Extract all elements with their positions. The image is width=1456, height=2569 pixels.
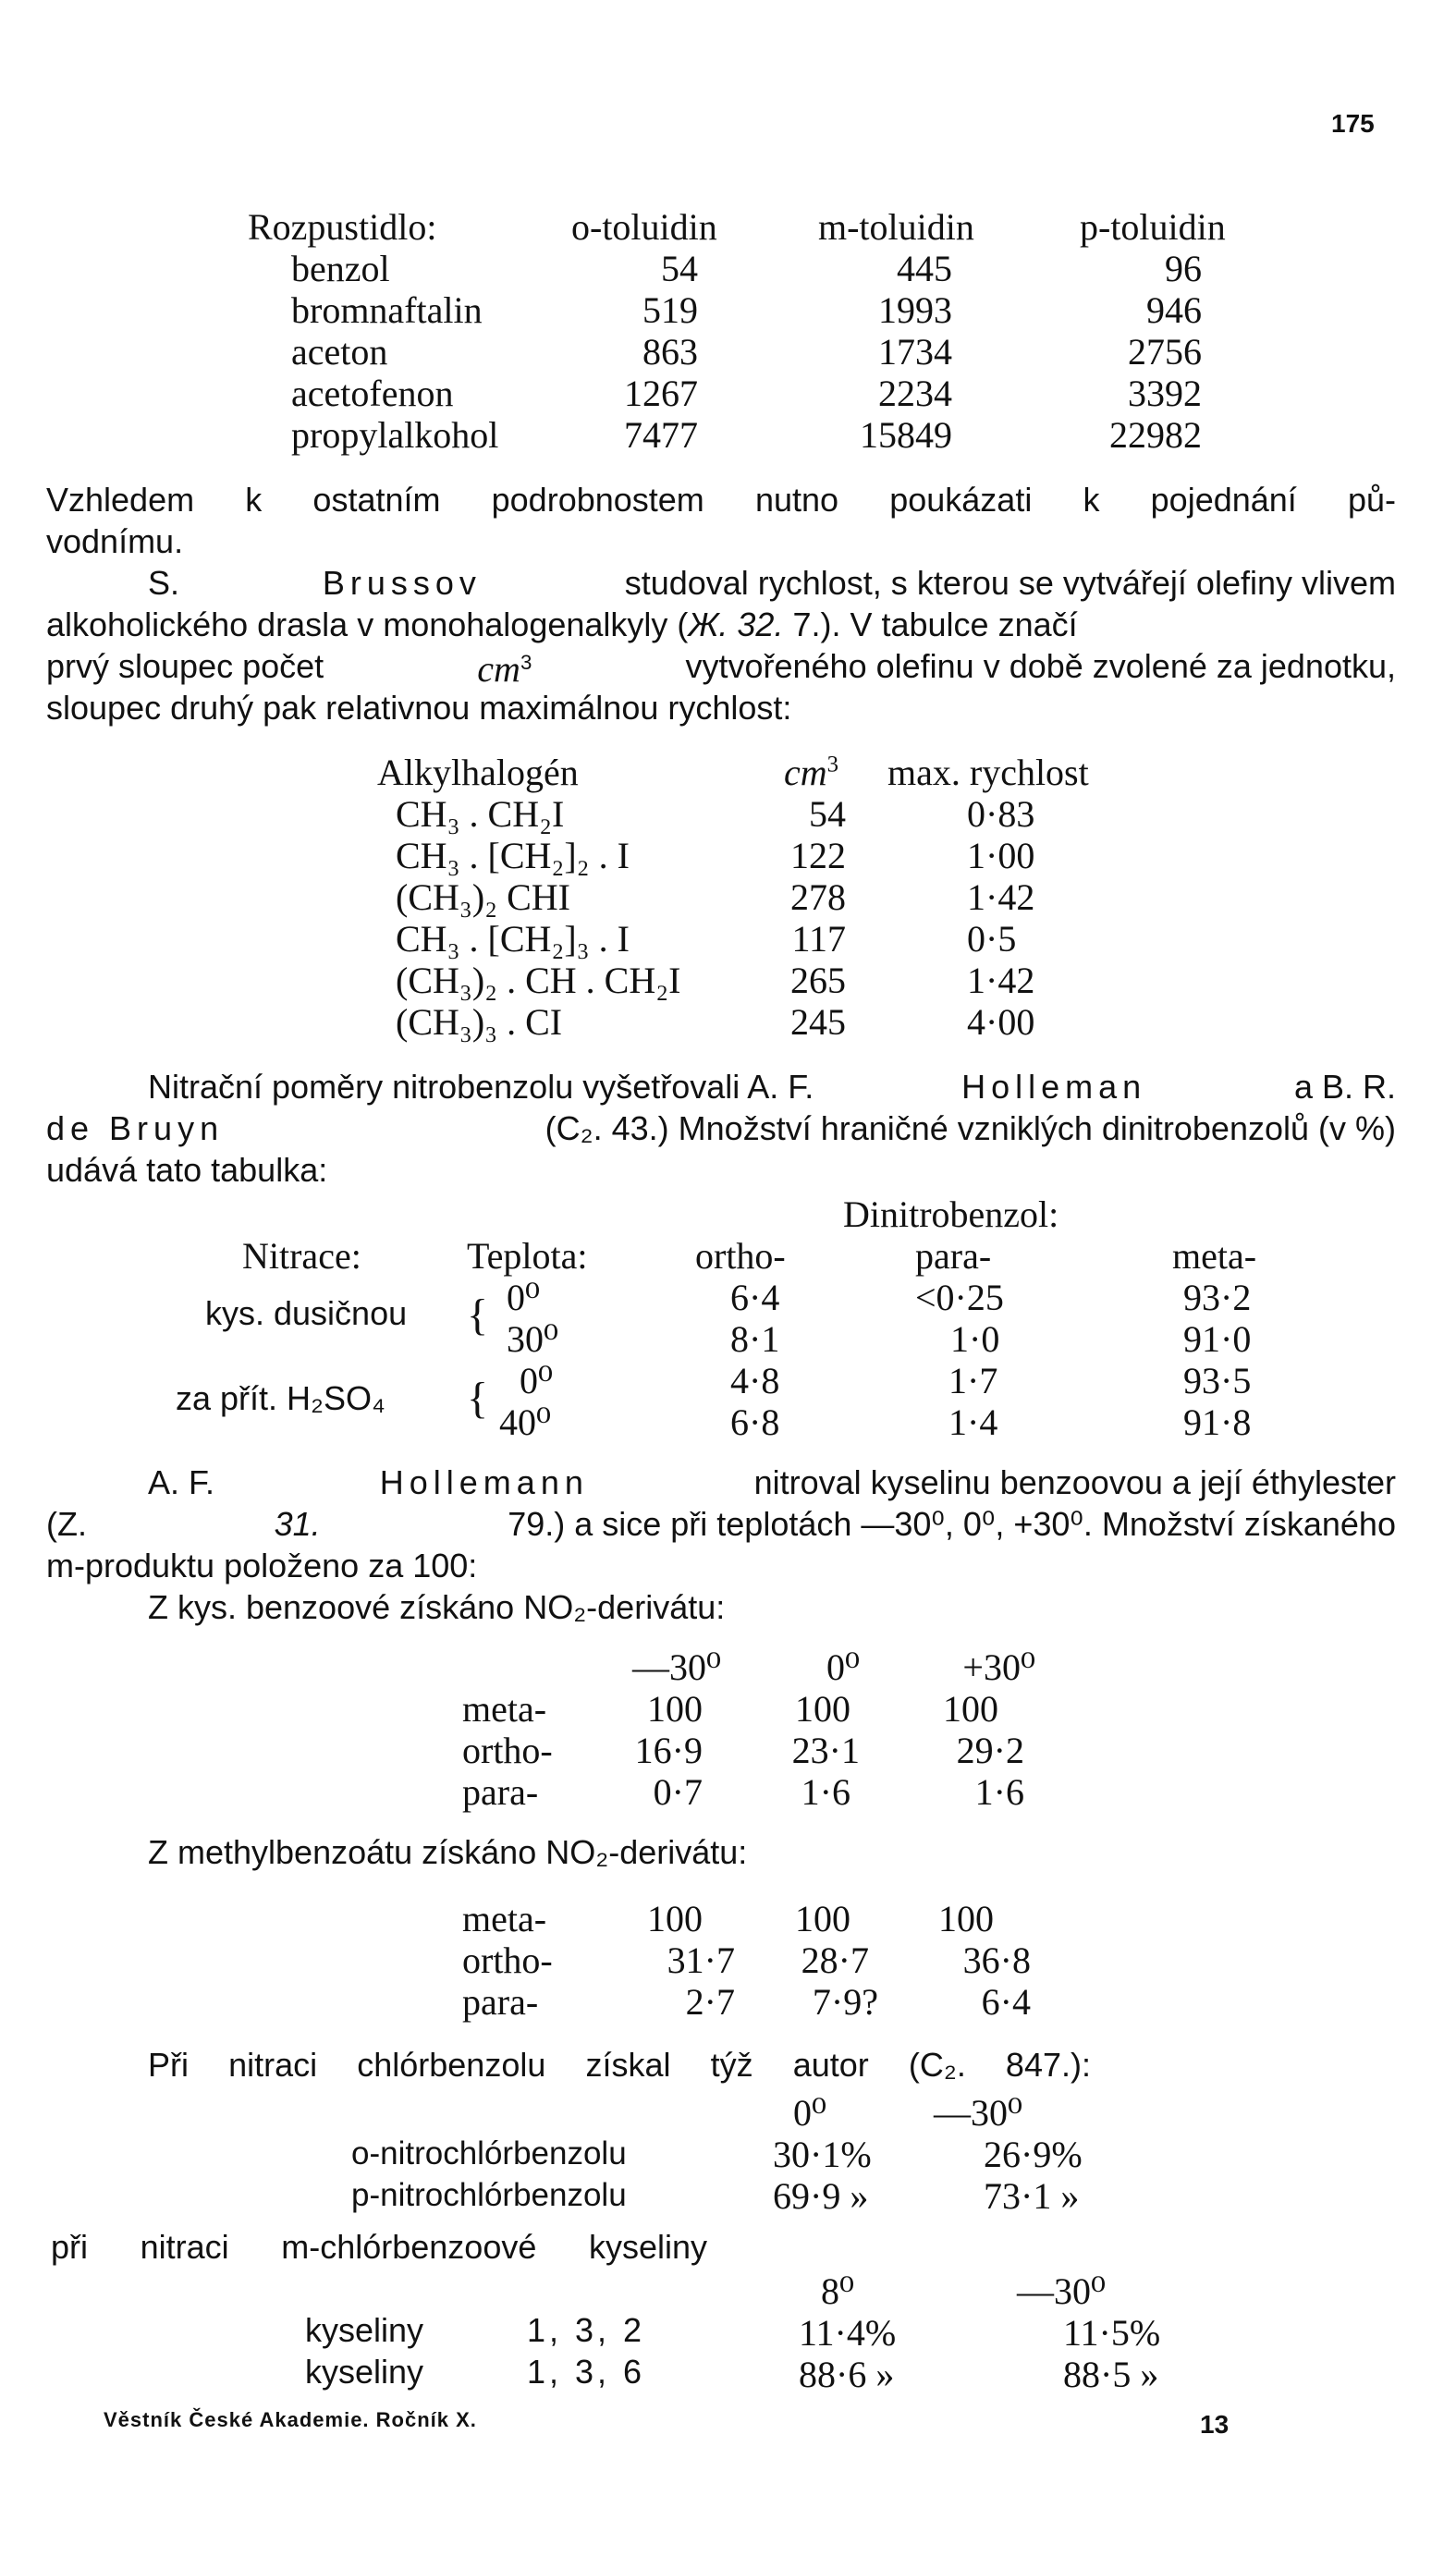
table-cell: 4·00 [967, 1001, 1035, 1043]
paragraph-line [46, 1109, 1396, 1148]
table-cell: 100 [647, 1688, 703, 1730]
table-cell: 946 [1146, 289, 1202, 331]
table-cell: 73·1 » [984, 2175, 1080, 2217]
table-cell: 88·5 » [1063, 2354, 1159, 2395]
brace: { [467, 1374, 489, 1423]
table-cell: 30·1% [773, 2134, 872, 2175]
table-cell: 1993 [878, 289, 952, 331]
text: a B. R. [1293, 1068, 1396, 1106]
paragraph-line: Z kys. benzoové získáno NO₂-derivátu: [148, 1588, 726, 1626]
table-cell: 96 [1165, 248, 1202, 289]
formula: CH₃ . [CH₂]₃ . I [396, 918, 630, 960]
table-cell: 28·7 [801, 1939, 869, 1981]
text: vytvořeného olefinu v době zvolené za jednotku, [685, 647, 1396, 685]
table-cell: 2·7 [685, 1981, 735, 2023]
paragraph-line [148, 564, 1396, 603]
table-cell: 1·42 [967, 876, 1035, 918]
table-row-label: meta- [462, 1898, 547, 1939]
table-cell: 0·7 [653, 1771, 703, 1813]
table-cell: 15849 [860, 414, 952, 456]
table-cell: 445 [897, 248, 952, 289]
table-cell: 1·42 [967, 960, 1035, 1001]
formula: (CH₃)₂ CHI [396, 876, 570, 918]
table-cell: 8·1 [730, 1318, 780, 1360]
table-cell: 2756 [1128, 331, 1202, 373]
table-header-alkylhalogen: Alkylhalogén [377, 752, 579, 793]
formula: (CH₃)₂ . CH . CH₂I [396, 960, 681, 1001]
table-cell: 0⁰ [507, 1277, 541, 1318]
table-cell: 1·00 [967, 835, 1035, 876]
table-cell: 0·83 [967, 793, 1035, 835]
table-row-label: ortho- [462, 1939, 553, 1981]
paragraph-line: udává tato tabulka: [46, 1151, 328, 1189]
table-header-cm3: $cm^3$ [784, 752, 839, 793]
table-cell: 100 [795, 1898, 850, 1939]
text: studoval rychlost, s kterou se vytvářejí olefiny vlivem [624, 564, 1396, 602]
table-row-label: bromnaftalin [291, 289, 483, 331]
table-cell: 1·6 [974, 1771, 1024, 1813]
table-cell: 7·9? [812, 1981, 878, 2023]
paragraph-line: při nitraci m-chlórbenzoové kyseliny [51, 2228, 707, 2266]
paragraph-line [46, 606, 1396, 644]
paragraph-line [46, 1505, 1396, 1544]
table-row-label: p-nitrochlórbenzolu [351, 2177, 627, 2213]
table-cell: 88·6 » [799, 2354, 895, 2395]
text: 7.). V tabulce značí [783, 606, 1078, 643]
table-cell: 93·2 [1183, 1277, 1252, 1318]
table-cell: 69·9 » [773, 2175, 869, 2217]
journal-ref: Ж. 32. [688, 606, 784, 643]
table-cell: 29·2 [956, 1730, 1024, 1771]
table-group-header: Dinitrobenzol: [843, 1193, 1059, 1235]
table-header-para: para- [915, 1235, 992, 1277]
table-cell: 91·8 [1183, 1401, 1252, 1443]
table-cell: 11·5% [1063, 2312, 1161, 2354]
table-cell: 1·4 [948, 1401, 998, 1443]
author-name: Hollemann [379, 1463, 589, 1501]
table-header-rate: max. rychlost [887, 752, 1089, 793]
table-cell: 93·5 [1183, 1360, 1252, 1401]
table-cell: 6·8 [730, 1401, 780, 1443]
author-name: Holleman [961, 1068, 1147, 1106]
table-cell: 100 [647, 1898, 703, 1939]
table-row-label: kyseliny [305, 2311, 424, 2349]
table-cell: 1267 [624, 373, 698, 414]
text: S. [148, 564, 180, 602]
table-cell: 1, 3, 6 [527, 2353, 646, 2391]
unit: $cm^3$ [477, 648, 532, 690]
author-name: de Bruyn [46, 1109, 225, 1147]
paragraph-line [46, 647, 1396, 691]
text: 79.) a sice při teplotách —30⁰, 0⁰, +30⁰. Množství získaného [508, 1505, 1396, 1543]
formula: CH₃ . [CH₂]₂ . I [396, 835, 630, 876]
paragraph-line [148, 1463, 1396, 1502]
table-cell: 0·5 [967, 918, 1017, 960]
page-number: 175 [1331, 109, 1375, 138]
table-cell: 23·1 [791, 1730, 860, 1771]
paragraph-line: m-produktu položeno za 100: [46, 1547, 478, 1584]
table-cell: 1·0 [950, 1318, 1000, 1360]
table-header-nitrace: Nitrace: [242, 1235, 361, 1277]
table-cell: 26·9% [984, 2134, 1083, 2175]
table-header-teplota: Teplota: [467, 1235, 588, 1277]
table-cell: 6·4 [730, 1277, 780, 1318]
table-cell: 54 [661, 248, 698, 289]
table-row-label: meta- [462, 1688, 547, 1730]
paragraph-line: sloupec druhý pak relativnou maximálnou rychlost: [46, 689, 792, 727]
table-cell: 40⁰ [499, 1401, 552, 1443]
table-cell: 265 [790, 960, 846, 1001]
table-cell: 36·8 [962, 1939, 1031, 1981]
table-cell: 863 [642, 331, 698, 373]
paragraph-line: Při nitraci chlórbenzolu získal týž autor (C₂. 847.): [148, 2046, 1091, 2084]
table-row-label: propylalkohol [291, 414, 499, 456]
text: alkoholického drasla v monohalogenalkyly ( [46, 606, 689, 643]
text: (Z. [46, 1505, 87, 1543]
table-cell: 1, 3, 2 [527, 2311, 646, 2349]
table-cell: 278 [790, 876, 846, 918]
table-header-m-toluidin: m-toluidin [818, 206, 974, 248]
table-header-p-toluidin: p-toluidin [1080, 206, 1226, 248]
table-cell: 31·7 [667, 1939, 735, 1981]
table-row-label: kyseliny [305, 2353, 424, 2391]
table-cell: 7477 [624, 414, 698, 456]
table-cell: 100 [795, 1688, 850, 1730]
text: nitroval kyselinu benzoovou a její éthylester [753, 1463, 1396, 1501]
formula: (CH₃)₃ . CI [396, 1001, 563, 1043]
table-cell: 122 [790, 835, 846, 876]
temp-header: +30⁰ [962, 1646, 1035, 1688]
temp-header: —30⁰ [1017, 2270, 1107, 2312]
table-cell: 100 [938, 1898, 994, 1939]
table-cell: 1734 [878, 331, 952, 373]
table-row-label: para- [462, 1771, 539, 1813]
table-header-solvent: Rozpustidlo: [248, 206, 437, 248]
table-header-ortho: ortho- [695, 1235, 786, 1277]
table-row-label: aceton [291, 331, 388, 373]
formula: CH₃ . CH₂I [396, 793, 565, 835]
table-cell: <0·25 [915, 1277, 1004, 1318]
table-cell: 4·8 [730, 1360, 780, 1401]
table-cell: 2234 [878, 373, 952, 414]
text: prvý sloupec počet [46, 647, 324, 685]
table-row-label: acetofenon [291, 373, 454, 414]
table-cell: 16·9 [634, 1730, 703, 1771]
table-header-o-toluidin: o-toluidin [571, 206, 717, 248]
table-header-meta: meta- [1172, 1235, 1257, 1277]
paragraph-line: Vzhledem k ostatním podrobnostem nutno poukázati k pojednání pů- [46, 481, 1396, 519]
footer-signature: 13 [1200, 2410, 1230, 2439]
table-cell: 3392 [1128, 373, 1202, 414]
table-row-label: benzol [291, 248, 390, 289]
paragraph-line: vodnímu. [46, 522, 184, 560]
footer-journal: Věstník České Akademie. Ročník X. [104, 2408, 477, 2431]
group-label: za přít. H₂SO₄ [176, 1379, 385, 1417]
table-cell: 91·0 [1183, 1318, 1252, 1360]
temp-header: 0⁰ [826, 1646, 860, 1688]
paragraph-line: Z methylbenzoátu získáno NO₂-derivátu: [148, 1833, 748, 1871]
temp-header: —30⁰ [934, 2092, 1023, 2134]
text: A. F. [148, 1463, 215, 1501]
table-cell: 22982 [1109, 414, 1202, 456]
table-cell: 0⁰ [520, 1360, 554, 1401]
table-row-label: ortho- [462, 1730, 553, 1771]
table-row-label: para- [462, 1981, 539, 2023]
table-cell: 117 [791, 918, 846, 960]
text: Nitrační poměry nitrobenzolu vyšetřovali A. F. [148, 1068, 814, 1106]
text: (C₂. 43.) Množství hraničné vzniklých dinitrobenzolů (v %) [544, 1109, 1396, 1147]
table-cell: 245 [790, 1001, 846, 1043]
table-cell: 1·7 [948, 1360, 998, 1401]
table-cell: 1·6 [801, 1771, 850, 1813]
table-cell: 11·4% [799, 2312, 897, 2354]
table-cell: 6·4 [981, 1981, 1031, 2023]
temp-header: 8⁰ [821, 2270, 855, 2312]
paragraph-line [148, 1068, 1396, 1107]
table-cell: 30⁰ [507, 1318, 559, 1360]
group-label: kys. dusičnou [205, 1294, 408, 1332]
table-cell: 519 [642, 289, 698, 331]
table-cell: 54 [809, 793, 846, 835]
temp-header: —30⁰ [631, 1646, 721, 1688]
table-row-label: o-nitrochlórbenzolu [351, 2135, 627, 2171]
table-cell: 100 [943, 1688, 998, 1730]
author-name: Brussov [322, 564, 482, 602]
brace: { [467, 1291, 489, 1340]
temp-header: 0⁰ [793, 2092, 827, 2134]
journal-ref: 31. [274, 1505, 321, 1543]
